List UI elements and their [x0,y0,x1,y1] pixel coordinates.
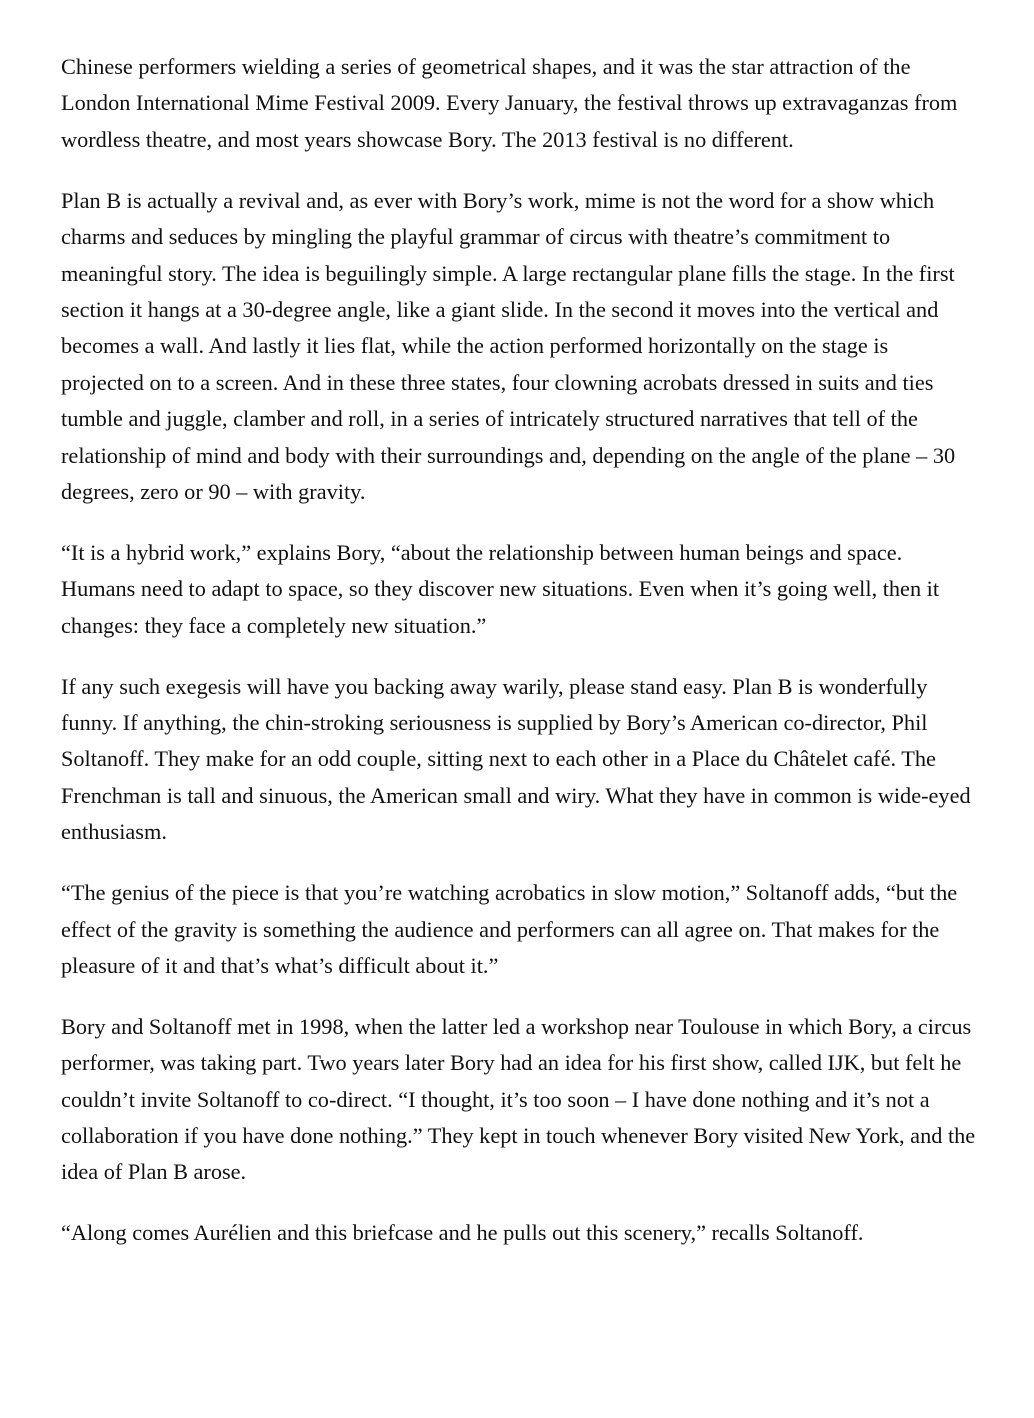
article-body [61,49,976,1276]
article-paragraph: “The genius of the piece is that you’re watching acrobatics in slow motion,” Soltanoff adds, “but the effect of the gravity is something the audience and performers can all agree on. That makes for the pleasure of it and that’s what’s difficult about it.” [61,880,958,978]
article-paragraph: “Along comes Aurélien and this briefcase and he pulls out this scenery,” recalls Soltanoff. [61,1220,864,1246]
article-paragraph: Plan B is actually a revival and, as ever with Bory’s work, mime is not the word for a show which charms and seduces by mingling the playful grammar of circus with theatre’s commitment to meaningful story. The idea is beguilingly simple. A large rectangular plane fills the stage. In the first section it hangs at a 30-degree angle, like a giant slide. In the second it moves into the vertical and becomes a wall. And lastly it lies flat, while the action performed horizontally on the stage is projected on to a screen. And in these three states, four clowning acrobats dressed in suits and ties tumble and juggle, clamber and roll, in a series of intricately structured narratives that tell of the relationship of mind and body with their surroundings and, depending on the angle of the plane – 30 degrees, zero or 90 – with gravity. [61,187,956,504]
article-paragraph: If any such exegesis will have you backing away warily, please stand easy. Plan B is wonderfully funny. If anything, the chin-stroking seriousness is supplied by Bory’s American co-director, Phil Soltanoff. They make for an odd couple, sitting next to each other in a Place du Châtelet café. The Frenchman is tall and sinuous, the American small and wiry. What they have in common is wide-eyed enthusiasm. [61,673,971,845]
article-paragraph: Chinese performers wielding a series of geometrical shapes, and it was the star attraction of the London International Mime Festival 2009. Every January, the festival throws up extravaganzas from wordless theatre, and most years showcase Bory. The 2013 festival is no different. [61,54,958,152]
article-paragraph: Bory and Soltanoff met in 1998, when the latter led a workshop near Toulouse in which Bory, a circus performer, was taking part. Two years later Bory had an idea for his first show, called IJK, but felt he couldn’t invite Soltanoff to co-direct. “I thought, it’s too soon – I have done nothing and it’s not a collaboration if you have done nothing.” They kept in touch whenever Bory visited New York, and the idea of Plan B arose. [61,1013,976,1185]
article-paragraph: “It is a hybrid work,” explains Bory, “about the relationship between human beings and space. Humans need to adapt to space, so they discover new situations. Even when it’s going well, then it changes: they face a completely new situation.” [61,539,940,638]
